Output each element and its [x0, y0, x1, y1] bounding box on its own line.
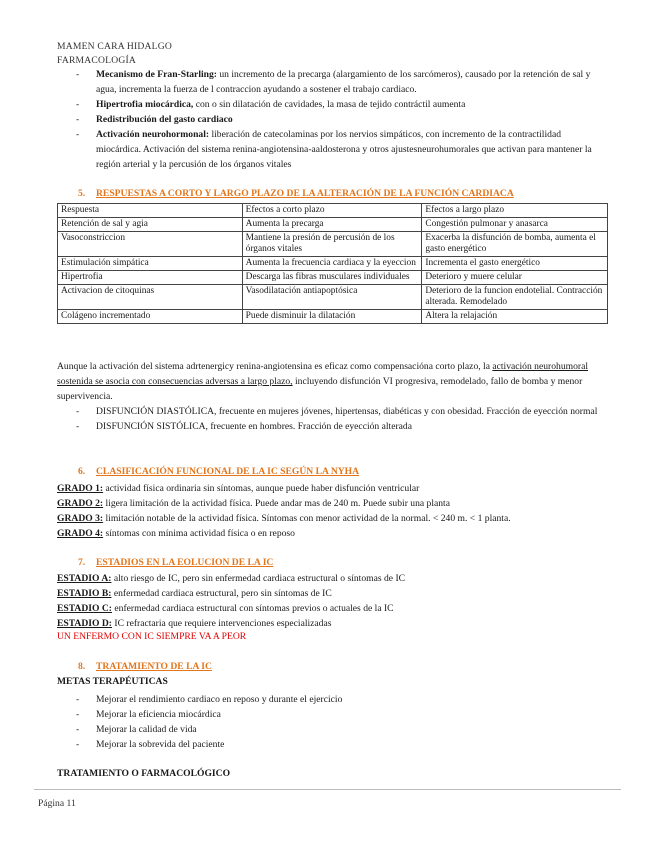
bullet-text: con o sin dilatación de cavidades, la masa de tejido contráctil aumenta — [193, 99, 466, 110]
table-cell: Descarga las fibras musculares individuales — [242, 271, 422, 285]
bullet-text: liberación de catecolaminas por los nervios simpáticos, con incremento de la contractilidad miocárdica. Activación del sistema renina-angiotensina-aaldosterona y otros ajustesneurohumorales que activan para mantener la región arterial y la percusión de los órganos vitales — [96, 129, 592, 170]
bullet-text: un incremento de la precarga (alargamiento de los sarcómeros), causado por la retención de sal y agua, incrementa la fuerza de l contraccion ayudando a sostener el trabajo cardiaco. — [96, 69, 591, 95]
section-title: RESPUESTAS A CORTO Y LARGO PLAZO DE LA ALTERACIÓN DE LA FUNCIÓN CARDIACA — [96, 188, 514, 199]
table-cell: Activacion de citoquinas — [58, 285, 243, 310]
section-number: 6. — [78, 466, 86, 477]
grade-label: GRADO 2: — [57, 498, 104, 509]
table-cell: Altera la relajación — [422, 310, 608, 324]
section-7-heading — [78, 557, 273, 568]
grade-text: actividad física ordinaria sin síntomas, aunque puede haber disfunción ventricular — [103, 483, 420, 494]
dysfunction-bullet-list — [76, 404, 616, 434]
stage-label: ESTADIO B: — [57, 588, 112, 599]
grade-text: síntomas con mínima actividad física o en reposo — [103, 528, 295, 539]
goals-title: METAS TERAPÉUTICAS — [57, 676, 168, 687]
stage-b — [57, 586, 617, 601]
table-cell: Retención de sal y agia — [58, 218, 243, 232]
stage-label: ESTADIO D: — [57, 618, 112, 629]
page-number: Página 11 — [38, 798, 76, 809]
table-cell: Puede disminuir la dilatación — [242, 310, 422, 324]
paragraph-text: incluyendo disfunción VI progresiva, remodelado, fallo de bomba y menor supervivencia. — [57, 376, 583, 402]
table-cell: Deterioro y muere celular — [422, 271, 608, 285]
section-title: TRATAMIENTO DE LA IC — [96, 661, 212, 672]
list-item: - Mejorar la eficiencia miocárdica — [76, 707, 606, 722]
table-row — [58, 271, 608, 285]
list-item: - Mejorar la sobrevida del paciente — [76, 737, 606, 752]
column-header: Respuesta — [58, 204, 243, 218]
header-subject: FARMACOLOGÍA — [57, 55, 136, 66]
grade-label: GRADO 4: — [57, 528, 104, 539]
stage-c — [57, 601, 617, 616]
section-number: 8. — [78, 661, 86, 672]
table-cell: Aumenta la precarga — [242, 218, 422, 232]
table-cell: Mantiene la presión de percusión de los órganos vitales — [242, 232, 422, 257]
table-cell: Vasoconstriccion — [58, 232, 243, 257]
bullet-term: Redistribución del gasto cardiaco — [96, 114, 233, 125]
bullet-term: Hipertrofia miocárdica, — [96, 99, 194, 110]
footer-divider — [34, 789, 621, 790]
section-number: 7. — [78, 557, 86, 568]
stage-text: IC refractaria que requiere intervenciones especializadas — [112, 618, 332, 629]
stage-d — [57, 616, 617, 631]
table-cell: Colágeno incrementado — [58, 310, 243, 324]
list-item: - DISFUNCIÓN SISTÓLICA, frecuente en hombres. Fracción de eyección alterada — [76, 419, 616, 434]
section-6-heading — [78, 466, 359, 477]
table-cell: Hipertrofia — [58, 271, 243, 285]
section-8-heading — [78, 661, 212, 672]
table-cell: Aumenta la frecuencia cardiaca y la eyeccion — [242, 257, 422, 271]
table-row — [58, 257, 608, 271]
column-header: Efectos a corto plazo — [242, 204, 422, 218]
section-5-heading — [78, 188, 514, 199]
list-item — [76, 97, 606, 112]
grade-text: ligera limitación de la actividad física. Puede andar mas de 240 m. Puede subir una planta — [103, 498, 450, 509]
grade-label: GRADO 3: — [57, 513, 104, 524]
list-item: - DISFUNCIÓN DIASTÓLICA, frecuente en mujeres jóvenes, hipertensas, diabéticas y con obesidad. Fracción de eyección normal — [76, 404, 616, 419]
goals-bullet-list — [76, 692, 606, 752]
bullet-term: Activación neurohormonal: — [96, 129, 210, 140]
body-paragraph — [57, 359, 617, 404]
warning-text: UN ENFERMO CON IC SIEMPRE VA A PEOR — [57, 631, 247, 642]
table-cell: Deterioro de la funcion endotelial. Contracción alterada. Remodelado — [422, 285, 608, 310]
pharma-title: TRATAMIENTO O FARMACOLÓGICO — [57, 768, 231, 779]
nyha-grade-1 — [57, 481, 617, 496]
header-author: MAMEN CARA HIDALGO — [57, 41, 172, 52]
section-title: CLASIFICACIÓN FUNCIONAL DE LA IC SEGÚN LA NYHA — [96, 466, 360, 477]
list-item — [76, 67, 606, 97]
table-header-row — [58, 204, 608, 218]
list-item: - Mejorar el rendimiento cardiaco en reposo y durante el ejercicio — [76, 692, 606, 707]
bullet-term: Mecanismo de Fran-Starling: — [96, 69, 217, 80]
response-table — [57, 203, 608, 324]
table-cell: Vasodilatación antiapoptósica — [242, 285, 422, 310]
stage-label: ESTADIO C: — [57, 603, 112, 614]
grade-label: GRADO 1: — [57, 483, 104, 494]
column-header: Efectos a largo plazo — [422, 204, 608, 218]
table-row — [58, 285, 608, 310]
intro-bullet-list — [76, 67, 606, 172]
section-number: 5. — [78, 188, 86, 199]
section-title: ESTADIOS EN LA EOLUCION DE LA IC — [96, 557, 274, 568]
nyha-grade-2 — [57, 496, 617, 511]
paragraph-text: Aunque la activación del sistema adrtenergicy renina-angiotensina es eficaz como compensacióna corto plazo, la — [57, 361, 493, 372]
list-item — [76, 127, 606, 172]
table-row — [58, 310, 608, 324]
list-item — [76, 112, 606, 127]
stage-text: enfermedad cardiaca estructural con síntomas previos o actuales de la IC — [112, 603, 394, 614]
table-row — [58, 218, 608, 232]
paragraph-underlined-text: activación neurohumoral sostenida se asocia con consecuencias adversas a largo plazo, — [57, 361, 588, 387]
table-cell: Exacerba la disfunción de bomba, aumenta el gasto energético — [422, 232, 608, 257]
table-cell: Congestión pulmonar y anasarca — [422, 218, 608, 232]
stage-a — [57, 571, 617, 586]
table-cell: Incrementa el gasto energético — [422, 257, 608, 271]
nyha-grade-3 — [57, 511, 617, 526]
stage-text: enfermedad cardiaca estructural, pero sin síntomas de IC — [111, 588, 332, 599]
table-cell: Estimulación simpática — [58, 257, 243, 271]
stage-label: ESTADIO A: — [57, 573, 112, 584]
nyha-grade-4 — [57, 526, 617, 541]
stage-text: alto riesgo de IC, pero sin enfermedad cardiaca estructural o síntomas de IC — [111, 573, 406, 584]
table-row — [58, 232, 608, 257]
list-item: - Mejorar la calidad de vida — [76, 722, 606, 737]
grade-text: limitación notable de la actividad física. Síntomas con menor actividad de la normal. < 240 m. < 1 planta. — [103, 513, 511, 524]
